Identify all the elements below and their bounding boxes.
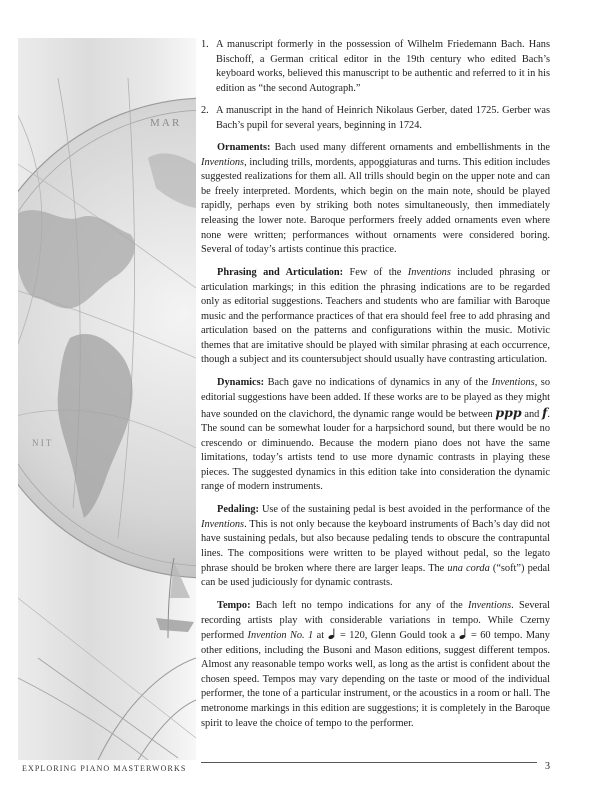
list-number: 2. <box>201 105 209 117</box>
map-label-mar: M A R <box>150 117 180 129</box>
antique-map-illustration <box>18 38 196 760</box>
dynamics-and: and <box>521 408 543 420</box>
quarter-note-icon <box>459 628 468 639</box>
tempo-text-3: at <box>313 630 328 642</box>
tempo-heading: Tempo: <box>217 600 251 612</box>
phrasing-text-2: included phrasing or articulation markings; in this edition the phrasing indications are to be regarded only as editorial suggestions. Teachers and students who are familiar with Baroque music and the performance practices of that era should feel free to add phrasing and articulation based on the patterns and configurations within the music. Motivic themes that are imitative should be played with similar phrasing at each occurrence, though a subject and its countersubject should usually have contrasting articulation. <box>201 267 550 366</box>
decorative-map-image <box>18 38 196 760</box>
ornaments-italic-1: Inventions <box>201 156 245 168</box>
pedaling-italic-1: Inventions <box>201 518 245 530</box>
tempo-text-1: Bach left no tempo indications for any of the <box>250 600 469 612</box>
map-label-nit: N I T <box>32 438 52 448</box>
list-text: A manuscript formerly in the possession of Wilhelm Friedemann Bach. Hans Bischoff, a German critical editor in the 19th century who edited Bach’s keyboard works, believed this manuscript to be authentic and referred to it in his edition as “the second Autograph.” <box>216 39 550 94</box>
pedaling-paragraph <box>201 503 550 590</box>
pedaling-heading: Pedaling: <box>217 504 259 516</box>
page-number: 3 <box>545 761 550 772</box>
dynamics-heading: Dynamics: <box>217 377 265 389</box>
pedaling-text-1: Use of the sustaining pedal is best avoided in the performance of the <box>258 504 550 516</box>
dynamics-text-1: Bach gave no indications of dynamics in any of the <box>264 377 492 389</box>
dynamics-italic-1: Inventions <box>491 377 535 389</box>
dynamics-text-3: . The sound can be somewhat louder for a harpsichord sound, but there would be no crescendo or diminuendo. Because the modern piano does not have the same limitations, today’s artists tend to use more dynamic contrasts in playing these pieces. The suggested dynamics in this edition take into consideration the dynamic range of modern instruments. <box>201 408 550 493</box>
phrasing-paragraph <box>201 266 550 368</box>
tempo-paragraph <box>201 599 550 731</box>
phrasing-italic-1: Inventions <box>407 267 451 279</box>
footer-divider <box>201 762 537 763</box>
tempo-text-2: . Several recording artists play with considerable variations in tempo. While Czerny performed <box>201 600 550 642</box>
dynamics-text-2: , so editorial suggestions have been added. If these works are to be played as they might have sounded on the clavichord, the dynamic range would be between <box>201 377 551 420</box>
quarter-note-icon <box>328 628 337 639</box>
pedaling-text-2: . This is not only because the keyboard instruments of Bach’s day did not have sustaining pedals, but also because pedaling tends to obscure the contrapuntal lines. The compositions were written to be played without pedal, so the legato phrase should be broken where there are larger leaps. The <box>201 518 550 574</box>
main-text-column <box>201 38 550 740</box>
ornaments-text-1: Bach used many different ornaments and embellishments in the <box>270 142 550 154</box>
pedaling-italic-2: una corda <box>447 562 490 574</box>
phrasing-text-1: Few of the <box>343 267 408 279</box>
dynamics-paragraph <box>201 376 550 494</box>
footer-book-title: EXPLORING PIANO MASTERWORKS <box>22 764 187 773</box>
list-number: 1. <box>201 39 209 50</box>
ornaments-heading: Ornaments: <box>217 142 271 154</box>
phrasing-heading: Phrasing and Articulation: <box>217 267 344 279</box>
tempo-text-4: = 120, Glenn Gould took a <box>336 630 459 642</box>
pedaling-text-3: (“soft”) pedal can be used judiciously for dynamic contrasts. <box>201 562 550 589</box>
tempo-text-5: = 60 tempo. Many other editions, including the Busoni and Mason editions, suggest different tempos. Almost any reasonable tempo works well, as long as the artist is confident about the chosen speed. Tempos may vary depending on the taste or mood of the individual performer, the tone of a particular instrument, or the acoustics in a room or hall. The metronome markings in this edition are suggestions; it is completely in the Baroque spirit to leave the choice of tempo to the performer. <box>201 630 550 729</box>
list-text: A manuscript in the hand of Heinrich Nikolaus Gerber, dated 1725. Gerber was Bach’s pupil for several years, beginning in 1724. <box>216 105 550 131</box>
dynamic-mark-f: f <box>542 404 548 420</box>
ornaments-text-2: , including trills, mordents, appoggiaturas and turns. This edition includes suggested realizations for them all. All trills should begin on the upper note and can be freely interpreted. Mordents, which begin on the main note, should be played rapidly, perhaps even by striking both notes simultaneously, then immediately releasing the lower note. Baroque performers freely added ornaments even where none were written; performances without ornaments were considered boring. Several of today’s artists continue this practice. <box>201 156 550 256</box>
dynamic-mark-ppp: ppp <box>495 404 522 420</box>
tempo-italic-2: Invention No. 1 <box>247 630 314 642</box>
ornaments-paragraph <box>201 141 550 257</box>
tempo-italic-1: Inventions <box>468 600 512 612</box>
list-item <box>201 104 550 133</box>
list-item <box>201 38 550 96</box>
